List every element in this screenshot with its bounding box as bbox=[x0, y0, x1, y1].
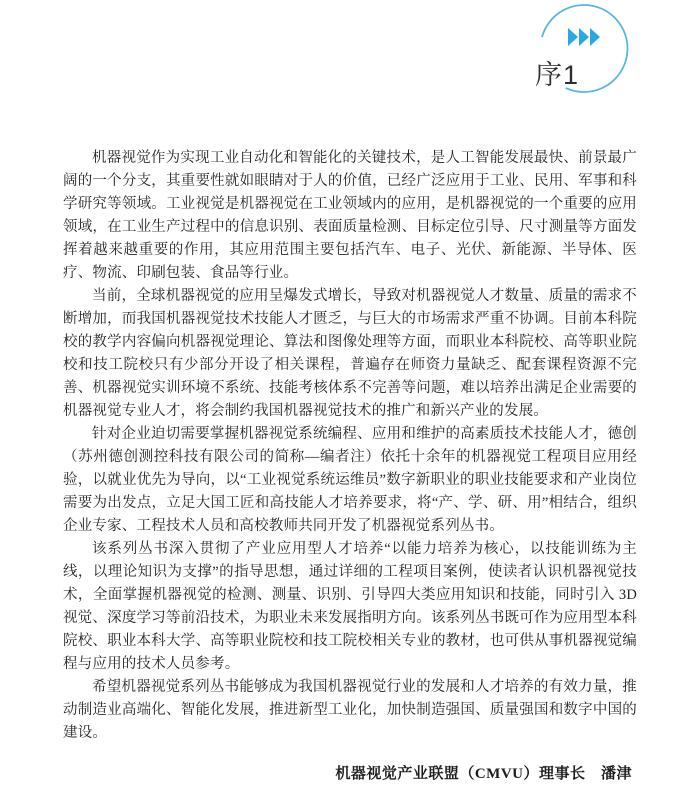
paragraph: 针对企业迫切需要掌握机器视觉系统编程、应用和维护的高素质技术技能人才，德创（苏州德创测控科技有限公司的简称—编者注）依托十余年的机器视觉工程项目应用经验，以就业优先为导向，以“工业视觉系统运维员”数字新职业的职业技能要求和产业岗位需要为出发点，立足大国工匠和高技能人才培养要求，将“产、学、研、用”相结合，组织企业专家、工程技术人员和高校教师共同开发了机器视觉系列丛书。 bbox=[63, 426, 637, 534]
signature-line: 机器视觉产业联盟（CMVU）理事长 潘津 bbox=[335, 766, 632, 782]
paragraph: 机器视觉作为实现工业自动化和智能化的关键技术，是人工智能发展最快、前景最广阔的一个分支，其重要性就如眼睛对于人的价值，已经广泛应用于工业、民用、军事和科学研究等领域。工业视觉是机器视觉在工业领域内的应用，是机器视觉的一个重要的应用领域，在工业生产过程中的信息识别、表面质量检测、目标定位引导、尺寸测量等方面发挥着越来越重要的作用，其应用范围主要包括汽车、电子、光伏、新能源、半导体、医疗、物流、印刷包装、食品等行业。 bbox=[63, 150, 637, 281]
page-title: 序1 bbox=[535, 60, 580, 90]
paragraph: 当前，全球机器视觉的应用呈爆发式增长，导致对机器视觉人才数量、质量的需求不断增加，而我国机器视觉技术技能人才匮乏，与巨大的市场需求严重不协调。目前本科院校的教学内容偏向机器视觉理论、算法和图像处理等方面，而职业本科院校、高等职业院校和技工院校只有少部分开设了相关课程，普遍存在师资力量缺乏、配套课程资源不完善、机器视觉实训环境不系统、技能考核体系不完善等问题，难以培养出满足企业需要的机器视觉专业人才，将会制约我国机器视觉技术的推广和新兴产业的发展。 bbox=[63, 288, 637, 419]
fast-forward-icon bbox=[568, 28, 600, 46]
paragraph: 希望机器视觉系列丛书能够成为我国机器视觉行业的发展和人才培养的有效力量，推动制造业高端化、智能化发展，推进新型工业化，加快制造强国、质量强国和数字中国的建设。 bbox=[63, 679, 637, 741]
preface-body bbox=[63, 147, 637, 783]
paragraph: 该系列丛书深入贯彻了产业应用型人才培养“以能力培养为核心，以技能训练为主线，以理论知识为支撑”的指导思想，通过详细的工程项目案例，使读者认识机器视觉技术，全面掌握机器视觉的检测、测量、识别、引导四大类应用知识和技能，同时引入 3D 视觉、深度学习等前沿技术，为职业未来发展指明方向。该系列丛书既可作为应用型本科院校、职业本科大学、高等职业院校和技工院校相关专业的教材，也可供从事机器视觉编程与应用的技术人员参考。 bbox=[63, 541, 637, 672]
